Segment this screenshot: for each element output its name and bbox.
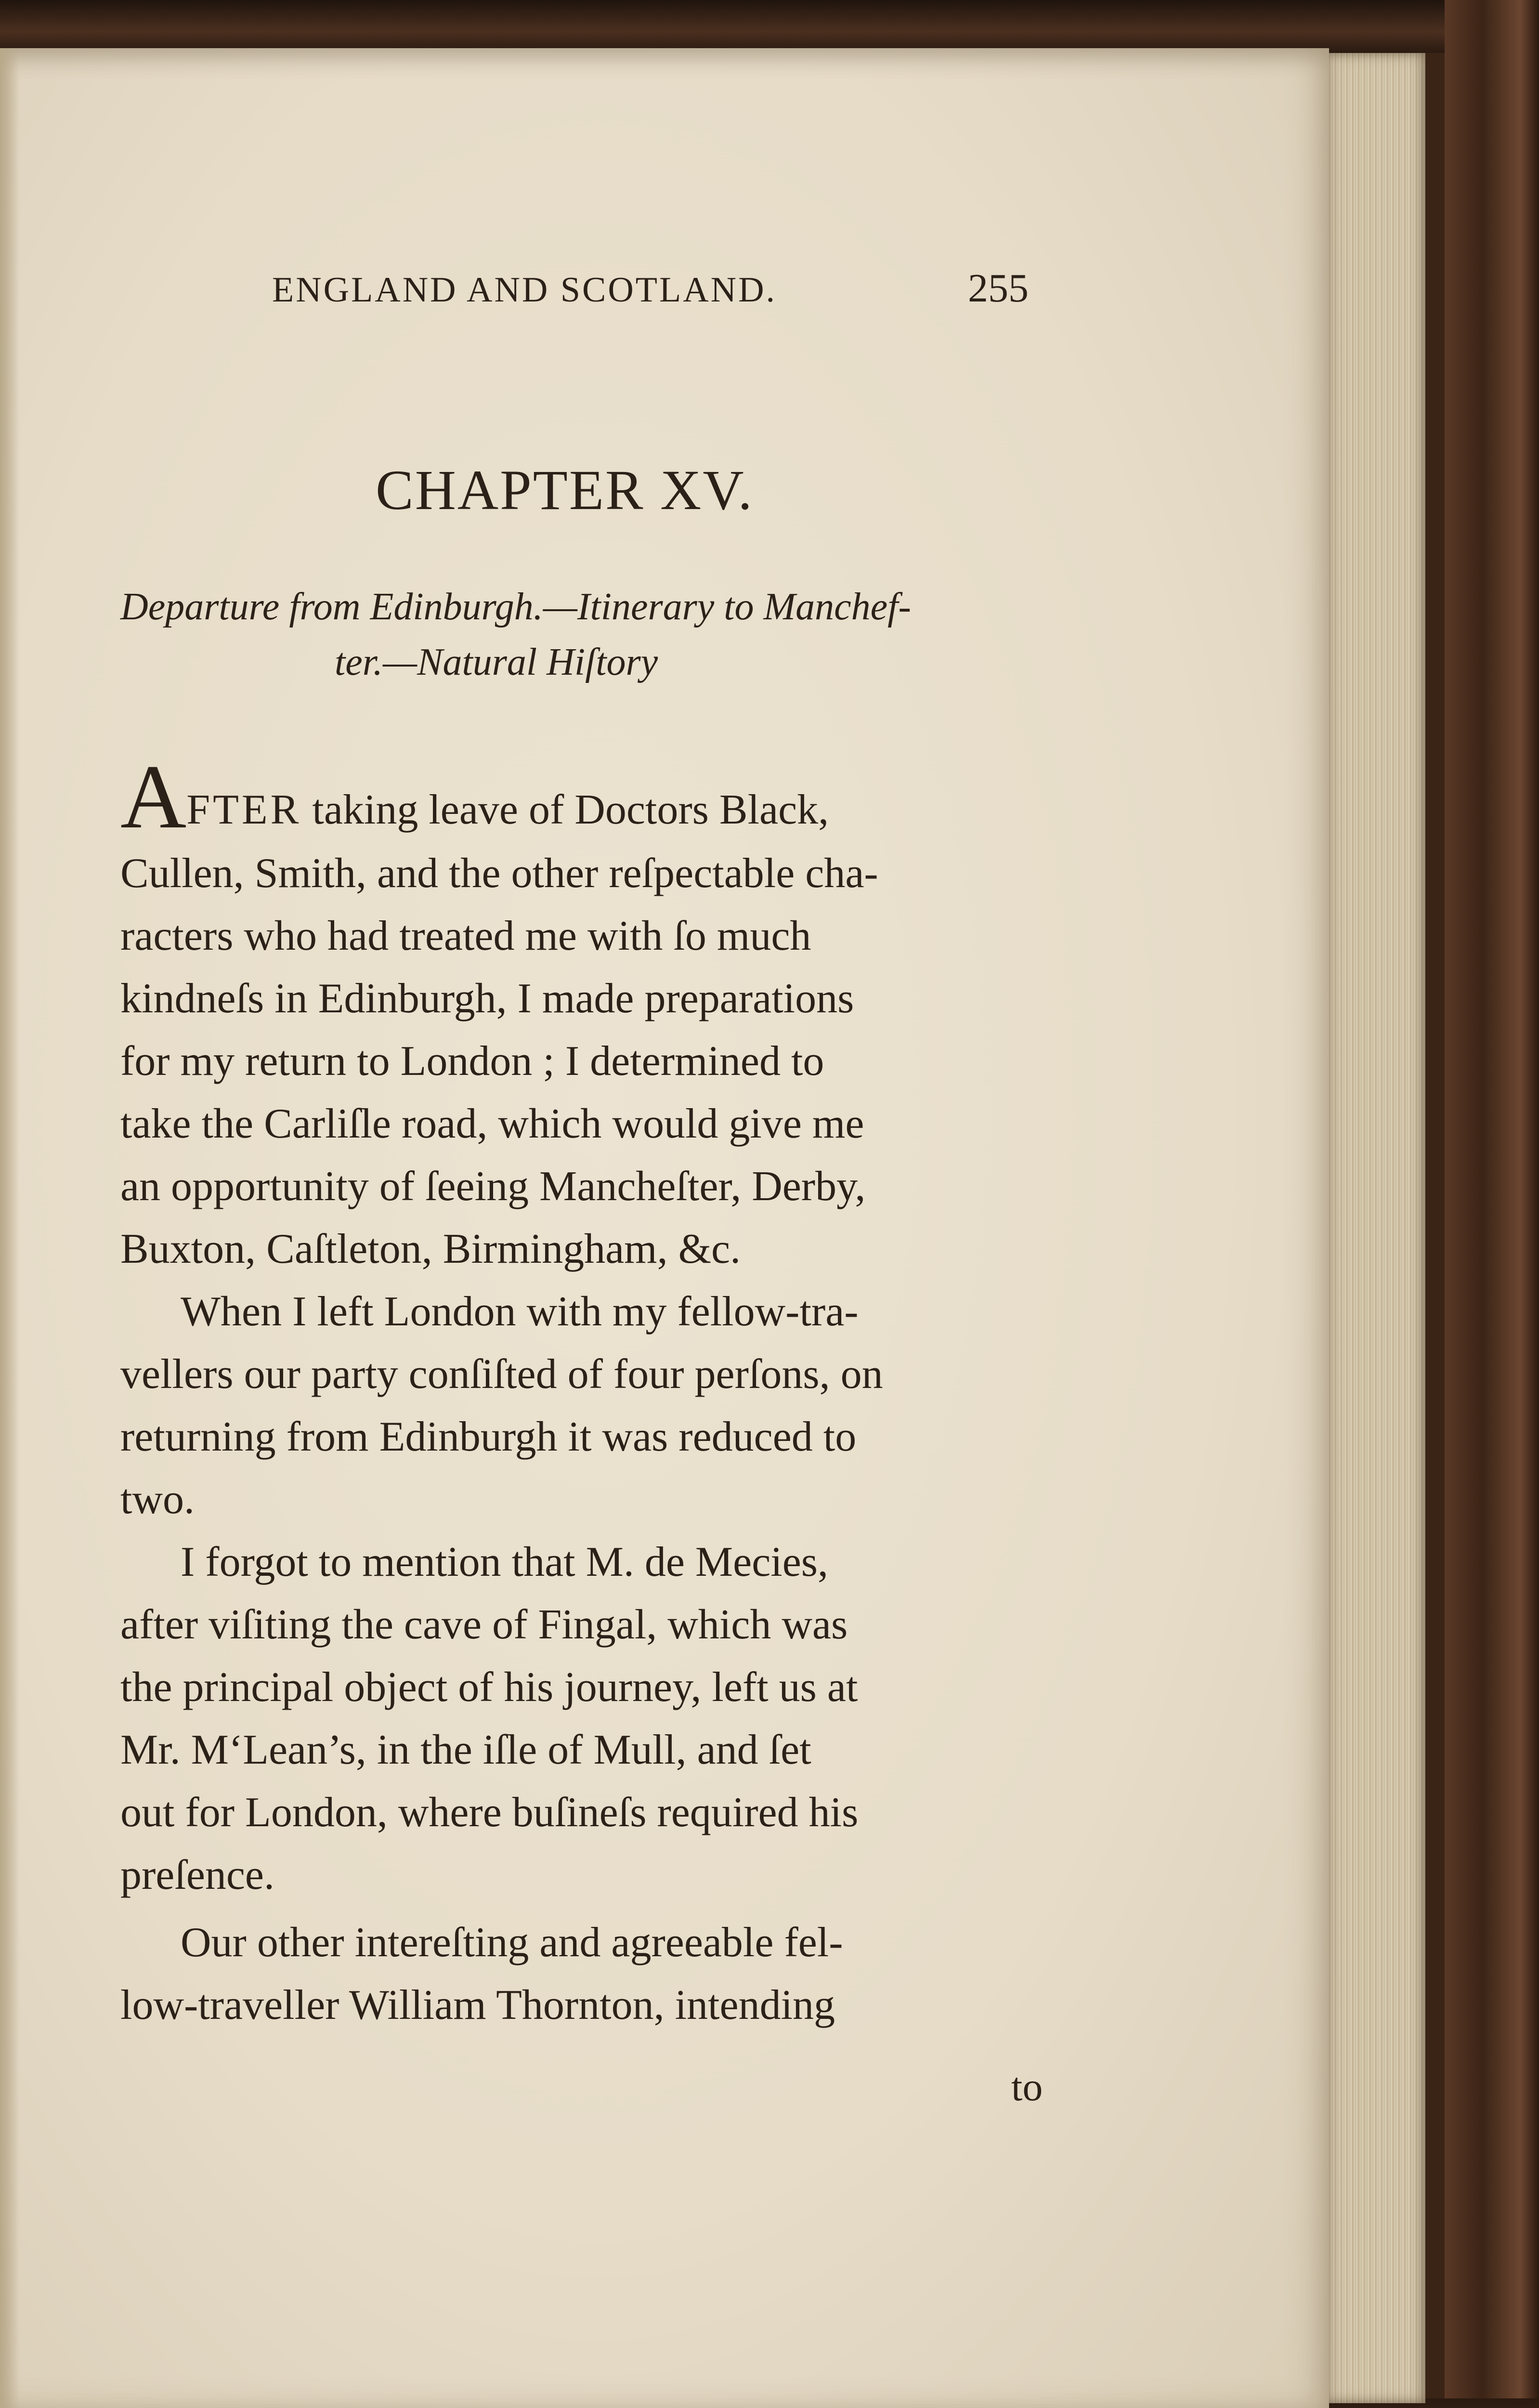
body-line: kindneſs in Edinburgh, I made preparations [120,975,854,1022]
body-line: vellers our party conſiſted of four perſons, on [120,1351,883,1398]
body-line: Mr. M‘Lean’s, in the iſle of Mull, and ſet [120,1727,811,1773]
body-line: I forgot to mention that M. de Mecies, [181,1539,829,1585]
first-line-rest: taking leave of Doctors Black, [301,786,829,833]
body-first-line [120,746,829,848]
body-line: out for London, where buſineſs required his [120,1789,859,1836]
body-line: returning from Edinburgh it was reduced to [120,1413,857,1460]
body-line: preſence. [120,1852,274,1898]
body-line: Buxton, Caſtleton, Birmingham, &c. [120,1226,741,1272]
page-number: 255 [968,266,1029,311]
chapter-title: CHAPTER XV. [376,458,754,522]
body-line: an opportunity of ſeeing Mancheſter, Derby, [120,1163,866,1210]
body-line: for my return to London ; I determined to [120,1038,824,1085]
body-line: Our other intereſting and agreeable fel- [181,1919,843,1966]
body-line: after viſiting the cave of Fingal, which was [120,1601,848,1648]
catchword: to [1011,2065,1043,2109]
running-head: ENGLAND AND SCOTLAND. [272,270,777,310]
body-line: the principal object of his journey, left us at [120,1664,858,1711]
body-line: two. [120,1476,195,1523]
body-line: When I left London with my fellow-tra- [181,1288,859,1335]
drop-cap: A [120,746,187,848]
body-line: racters who had treated me with ſo much [120,913,811,959]
book-cover-right [1445,0,1539,2408]
body-line: low-traveller William Thornton, intending [120,1982,835,2028]
page-gutter [0,48,19,2408]
body-line: Cullen, Smith, and the other reſpectable cha- [120,850,878,897]
chapter-summary-line: ter.—Natural Hiſtory [335,641,658,683]
page-fore-edge [1319,53,1425,2403]
body-line: take the Carliſle road, which would give me [120,1100,864,1147]
smallcaps-word: FTER [186,786,302,833]
chapter-summary-line: Departure from Edinburgh.—Itinerary to Manchef- [120,586,911,628]
book-cover-top [0,0,1539,53]
